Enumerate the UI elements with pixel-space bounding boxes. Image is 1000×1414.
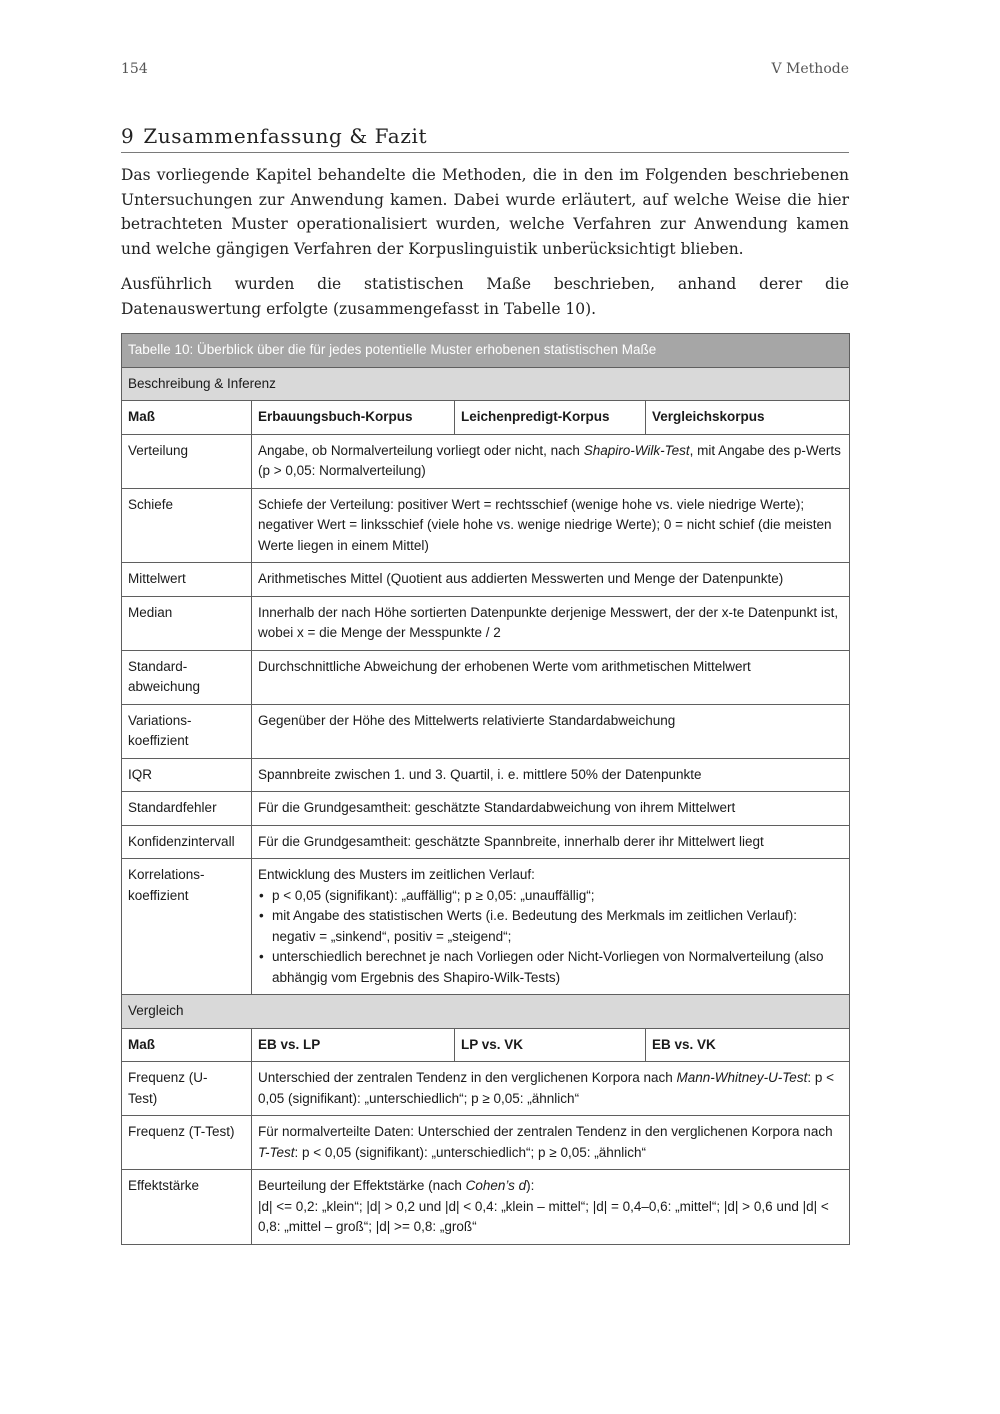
description-cell: Schiefe der Verteilung: positiver Wert = rechtsschief (wenige hohe vs. viele niedrige Werte); negativer Wert = linksschief (viele hohe vs. wenige niedrige Werte); 0 = nicht schief (die meisten Werte liegen in einem Mittel)	[252, 488, 850, 563]
description-cell: Für die Grundgesamtheit: geschätzte Spannbreite, innerhalb derer ihr Mittelwert liegt	[252, 825, 850, 859]
measure-cell: Effektstärke	[122, 1170, 252, 1245]
description-cell: Spannbreite zwischen 1. und 3. Quartil, i. e. mittlere 50% der Datenpunkte	[252, 758, 850, 792]
measure-cell: Frequenz (T-Test)	[122, 1116, 252, 1170]
chapter-title: Zusammenfassung & Fazit	[143, 124, 428, 148]
description-cell	[252, 1116, 850, 1170]
table-header-row	[122, 1028, 850, 1062]
description-cell: Für die Grundgesamtheit: geschätzte Standardabweichung von ihrem Mittelwert	[252, 792, 850, 826]
measure-cell: Verteilung	[122, 434, 252, 488]
table-row	[122, 704, 850, 758]
table-caption: Tabelle 10: Überblick über die für jedes potentielle Muster erhobenen statistischen Maße	[122, 334, 850, 368]
table-row	[122, 825, 850, 859]
text-segment: Unterschied der zentralen Tendenz in den verglichenen Korpora nach	[258, 1070, 677, 1086]
section-title: V Methode	[771, 61, 849, 77]
table-row	[122, 1116, 850, 1170]
measure-cell: Frequenz (U-Test)	[122, 1062, 252, 1116]
measure-cell: Standardfehler	[122, 792, 252, 826]
text-segment: ):	[526, 1178, 535, 1194]
measure-cell: IQR	[122, 758, 252, 792]
cell-intro: Entwicklung des Musters im zeitlichen Verlauf:	[258, 867, 535, 883]
italic-term: Cohen’s d	[465, 1178, 527, 1194]
column-header: EB vs. LP	[252, 1028, 455, 1062]
description-cell	[252, 434, 850, 488]
section-heading: Vergleich	[122, 995, 850, 1029]
table-row	[122, 488, 850, 563]
description-cell: Arithmetisches Mittel (Quotient aus addierten Messwerten und Menge der Datenpunkte)	[252, 563, 850, 597]
table-row	[122, 563, 850, 597]
table-row	[122, 1170, 850, 1245]
description-cell: Gegenüber der Höhe des Mittelwerts relativierte Standardabweichung	[252, 704, 850, 758]
paragraph: Das vorliegende Kapitel behandelte die Methoden, die in den im Folgenden beschriebenen Untersuchungen zur Anwendung kamen. Dabei wurde erläutert, auf welche Weise die hier betrachteten Muster operationalisiert wurden, welche Verfahren zur Anwendung kamen und welche gängigen Verfahren der Korpuslinguistik unberücksichtigt blieben.	[121, 166, 849, 259]
italic-term: T-Test	[258, 1144, 295, 1160]
section-heading: Beschreibung & Inferenz	[122, 367, 850, 401]
column-header: Leichenpredigt-Korpus	[455, 401, 646, 435]
text-segment: Angabe, ob Normalverteilung vorliegt oder nicht, nach	[258, 442, 584, 458]
measure-cell: Konfidenzintervall	[122, 825, 252, 859]
paragraph: Ausführlich wurden die statistischen Maße beschrieben, anhand derer die Datenauswertung erfolgte (zusammengefasst in Tabelle 10).	[121, 274, 849, 318]
text-segment: Für normalverteilte Daten: Unterschied der zentralen Tendenz in den verglichenen Korpora nach	[258, 1124, 833, 1140]
description-cell	[252, 1170, 850, 1245]
text-segment: , mit Angabe des p-Werts (p > 0,05: Normalverteilung)	[258, 442, 841, 479]
table-row	[122, 650, 850, 704]
table-section-row	[122, 995, 850, 1029]
measure-cell: Schiefe	[122, 488, 252, 563]
bullet-item: • unterschiedlich berechnet je nach Vorliegen oder Nicht-Vorliegen von Normalverteilung (also abhängig vom Ergebnis des Shapiro-Wilk-Tests)	[258, 947, 843, 988]
table-header-row	[122, 401, 850, 435]
italic-term: Mann-Whitney-U-Test	[676, 1070, 808, 1086]
table-section-row	[122, 367, 850, 401]
running-header	[121, 58, 849, 80]
measure-cell: Variationskoeffizient	[122, 704, 252, 758]
column-header: LP vs. VK	[455, 1028, 646, 1062]
table-row	[122, 596, 850, 650]
description-cell	[252, 1062, 850, 1116]
column-header: Maß	[122, 401, 252, 435]
table-row	[122, 792, 850, 826]
bullet-item: • mit Angabe des statistischen Werts (i.e. Bedeutung des Merkmals im zeitlichen Verlauf): negativ = „sinkend“, positiv = „steigend“;	[258, 906, 843, 947]
description-cell	[252, 859, 850, 995]
measure-cell: Korrelationskoeffizient	[122, 859, 252, 995]
column-header: Erbauungsbuch-Korpus	[252, 401, 455, 435]
measure-cell: Standardabweichung	[122, 650, 252, 704]
measure-cell: Mittelwert	[122, 563, 252, 597]
text-segment: Beurteilung der Effektstärke (nach	[258, 1178, 466, 1194]
text-segment: : p < 0,05 (signifikant): „unterschiedlich“; p ≥ 0,05: „ähnlich“	[294, 1144, 646, 1160]
measure-cell: Median	[122, 596, 252, 650]
chapter-number: 9	[121, 124, 135, 148]
effect-size-thresholds: |d| <= 0,2: „klein“; |d| > 0,2 und |d| < 0,4: „klein – mittel“; |d| = 0,4–0,6: „mittel“; |d| > 0,6 und |d| < 0,8: „mittel – groß“; |d| >= 0,8: „groß“	[258, 1198, 829, 1235]
table-row	[122, 1062, 850, 1116]
description-cell: Innerhalb der nach Höhe sortierten Datenpunkte derjenige Messwert, der der x-te Datenpunkt ist, wobei x = die Menge der Messpunkte / 2	[252, 596, 850, 650]
column-header: Maß	[122, 1028, 252, 1062]
column-header: EB vs. VK	[646, 1028, 850, 1062]
cell-intro	[258, 1176, 843, 1197]
table-row	[122, 859, 850, 995]
bullet-item: • p < 0,05 (signifikant): „auffällig“; p ≥ 0,05: „unauffällig“;	[258, 886, 843, 907]
description-cell: Durchschnittliche Abweichung der erhobenen Werte vom arithmetischen Mittelwert	[252, 650, 850, 704]
table-row	[122, 434, 850, 488]
bullet-list	[258, 886, 843, 989]
table-caption-row	[122, 334, 850, 368]
text-segment: : p < 0,05 (signifikant): „unterschiedlich“; p ≥ 0,05: „ähnlich“	[258, 1070, 834, 1106]
italic-term: Shapiro-Wilk-Test	[583, 442, 690, 458]
page-number: 154	[121, 61, 148, 77]
table-row	[122, 758, 850, 792]
chapter-heading	[121, 122, 849, 153]
statistics-table	[121, 333, 850, 1245]
column-header: Vergleichskorpus	[646, 401, 850, 435]
